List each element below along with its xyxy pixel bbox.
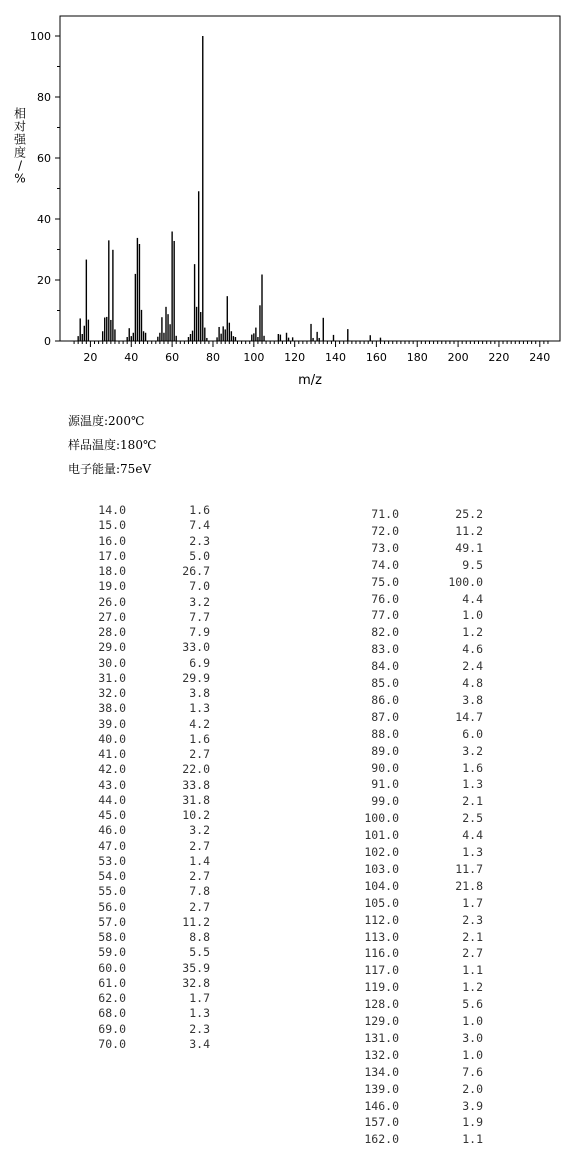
x-tick-label: 100 — [243, 351, 265, 364]
mz-value: 131.0 — [364, 1030, 399, 1045]
intensity-value: 4.8 — [462, 676, 483, 690]
intensity-value: 100.0 — [448, 574, 483, 589]
intensity-value: 2.1 — [462, 794, 483, 809]
mz-value: 38.0 — [98, 701, 126, 716]
intensity-value: 2.7 — [189, 838, 210, 853]
mz-value: 103.0 — [364, 861, 399, 876]
mz-value: 72.0 — [371, 523, 399, 538]
intensity-value: 1.7 — [189, 991, 210, 1005]
mz-value: 14.0 — [98, 503, 126, 517]
mz-value: 69.0 — [98, 1021, 126, 1036]
x-tick-label: 140 — [325, 351, 347, 364]
intensity-value: 11.7 — [455, 861, 483, 876]
mz-value: 42.0 — [98, 762, 126, 777]
intensity-value: 5.5 — [189, 945, 210, 960]
intensity-value: 1.2 — [462, 980, 483, 995]
intensity-value: 11.2 — [455, 523, 483, 538]
mz-value: 116.0 — [364, 946, 399, 961]
intensity-value: 7.0 — [189, 579, 210, 594]
intensity-value: 29.9 — [182, 670, 210, 685]
intensity-value: 1.3 — [189, 1006, 210, 1021]
x-tick-label: 120 — [284, 351, 306, 364]
intensity-value: 2.3 — [189, 1021, 210, 1036]
mz-value: 29.0 — [98, 640, 126, 655]
intensity-value: 5.0 — [189, 548, 210, 563]
mz-value: 99.0 — [371, 794, 399, 809]
intensity-value: 10.2 — [182, 808, 210, 822]
intensity-value: 2.3 — [189, 533, 210, 548]
mz-value: 101.0 — [364, 828, 399, 843]
intensity-value: 3.2 — [462, 743, 483, 758]
mz-value: 82.0 — [371, 625, 399, 640]
intensity-value: 3.2 — [189, 594, 210, 609]
intensity-value: 1.3 — [462, 777, 483, 792]
mz-value: 53.0 — [98, 853, 126, 868]
sample-temperature: 样品温度:180℃ — [68, 438, 157, 452]
mz-value: 100.0 — [364, 811, 399, 826]
mz-value: 17.0 — [98, 548, 126, 563]
x-tick-label: 220 — [488, 351, 510, 364]
mz-value: 32.0 — [98, 686, 126, 700]
intensity-value: 7.9 — [189, 625, 210, 639]
intensity-value: 25.2 — [455, 507, 483, 521]
conditions-block — [68, 413, 156, 485]
intensity-value: 1.6 — [189, 731, 210, 746]
intensity-value: 33.8 — [182, 777, 210, 792]
intensity-value: 1.4 — [189, 853, 210, 868]
mz-value: 112.0 — [364, 912, 399, 927]
intensity-value: 2.7 — [189, 899, 210, 914]
mz-value: 91.0 — [371, 777, 399, 792]
intensity-value: 7.8 — [189, 884, 210, 899]
mz-value: 88.0 — [371, 726, 399, 741]
intensity-value: 5.6 — [462, 997, 483, 1012]
y-tick-label: 0 — [44, 335, 51, 348]
mz-value: 157.0 — [364, 1115, 399, 1130]
intensity-value: 8.8 — [189, 930, 210, 944]
intensity-value: 2.0 — [462, 1081, 483, 1096]
mz-value: 56.0 — [98, 899, 126, 914]
y-axis — [30, 30, 60, 348]
mz-value: 59.0 — [98, 945, 126, 960]
x-tick-label: 240 — [529, 351, 551, 364]
intensity-value: 4.4 — [462, 591, 483, 606]
mz-value: 146.0 — [364, 1098, 399, 1113]
mz-value: 83.0 — [371, 642, 399, 657]
mz-value: 73.0 — [371, 540, 399, 555]
mz-value: 89.0 — [371, 743, 399, 758]
mz-value: 46.0 — [98, 823, 126, 838]
mz-value: 15.0 — [98, 518, 126, 533]
mz-value: 113.0 — [364, 929, 399, 944]
mz-value: 70.0 — [98, 1036, 126, 1051]
y-axis-label: 相对强度/ % — [13, 106, 27, 186]
mz-value: 61.0 — [98, 975, 126, 990]
mz-value: 55.0 — [98, 884, 126, 899]
x-tick-label: 20 — [83, 351, 98, 364]
mz-value: 28.0 — [98, 625, 126, 639]
mz-value: 102.0 — [364, 845, 399, 859]
mz-value: 18.0 — [98, 564, 126, 578]
x-tick-label: 60 — [165, 351, 180, 364]
spectrum-peaks — [78, 36, 380, 341]
mz-value: 47.0 — [98, 838, 126, 853]
mz-value: 105.0 — [364, 895, 399, 910]
intensity-value: 7.7 — [189, 609, 210, 624]
mass-spectrum-chart — [0, 0, 570, 400]
y-tick-label: 80 — [37, 91, 51, 104]
intensity-value: 9.5 — [462, 557, 483, 572]
intensity-value: 32.8 — [182, 975, 210, 990]
mz-value: 58.0 — [98, 930, 126, 944]
intensity-value: 3.2 — [189, 823, 210, 838]
intensity-value: 31.8 — [182, 792, 210, 807]
intensity-value: 1.6 — [189, 503, 210, 517]
mz-value: 54.0 — [98, 869, 126, 883]
intensity-value: 3.4 — [189, 1036, 210, 1051]
intensity-value: 35.9 — [182, 960, 210, 975]
mz-value: 76.0 — [371, 591, 399, 606]
intensity-value: 6.9 — [189, 655, 210, 670]
source-temperature: 源温度:200℃ — [68, 414, 145, 428]
mz-value: 26.0 — [98, 594, 126, 609]
intensity-value: 1.3 — [189, 701, 210, 716]
intensity-value: 1.7 — [462, 895, 483, 910]
intensity-value: 49.1 — [455, 540, 483, 555]
mz-value: 128.0 — [364, 997, 399, 1012]
intensity-value: 2.7 — [189, 747, 210, 761]
mz-value: 129.0 — [364, 1014, 399, 1028]
electron-energy: 电子能量:75eV — [68, 462, 152, 476]
y-tick-label: 20 — [37, 274, 51, 287]
x-axis — [74, 341, 550, 364]
mz-value: 19.0 — [98, 579, 126, 594]
intensity-value: 3.0 — [462, 1030, 483, 1045]
mz-value: 86.0 — [371, 692, 399, 707]
intensity-value: 3.9 — [462, 1098, 483, 1113]
mz-value: 39.0 — [98, 716, 126, 731]
intensity-value: 2.5 — [462, 811, 483, 826]
mz-value: 41.0 — [98, 747, 126, 761]
mz-value: 44.0 — [98, 792, 126, 807]
mz-value: 74.0 — [371, 557, 399, 572]
intensity-value: 4.2 — [189, 716, 210, 731]
mz-value: 40.0 — [98, 731, 126, 746]
mz-value: 87.0 — [371, 709, 399, 724]
x-tick-label: 80 — [205, 351, 220, 364]
mz-value: 104.0 — [364, 878, 399, 893]
intensity-value: 2.7 — [462, 946, 483, 961]
intensity-value: 1.2 — [462, 625, 483, 640]
intensity-value: 4.6 — [462, 642, 483, 657]
intensity-value: 1.0 — [462, 1047, 483, 1062]
mz-value: 71.0 — [371, 507, 399, 521]
intensity-value: 26.7 — [182, 564, 210, 578]
intensity-value: 3.8 — [462, 692, 483, 707]
mz-value: 16.0 — [98, 533, 126, 548]
intensity-value: 1.1 — [462, 1132, 483, 1147]
intensity-value: 2.4 — [462, 659, 483, 674]
intensity-value: 21.8 — [455, 878, 483, 893]
mz-value: 45.0 — [98, 808, 126, 822]
intensity-value: 14.7 — [455, 709, 483, 724]
intensity-value: 1.1 — [462, 963, 483, 978]
intensity-value: 4.4 — [462, 828, 483, 843]
mz-value: 75.0 — [371, 574, 399, 589]
mz-value: 117.0 — [364, 963, 399, 978]
intensity-value: 2.1 — [462, 929, 483, 944]
x-tick-label: 200 — [447, 351, 469, 364]
mz-value: 27.0 — [98, 609, 126, 624]
mz-value: 77.0 — [371, 608, 399, 623]
intensity-value: 22.0 — [182, 762, 210, 777]
intensity-value: 1.6 — [462, 760, 483, 775]
intensity-value: 1.9 — [462, 1115, 483, 1130]
mz-value: 57.0 — [98, 914, 126, 929]
intensity-value: 3.8 — [189, 686, 210, 700]
mz-value: 119.0 — [364, 980, 399, 995]
x-axis-label: m/z — [298, 373, 322, 388]
intensity-value: 1.3 — [462, 845, 483, 859]
intensity-value: 33.0 — [182, 640, 210, 655]
intensity-value: 7.6 — [462, 1064, 483, 1079]
mz-value: 139.0 — [364, 1081, 399, 1096]
intensity-value: 1.0 — [462, 608, 483, 623]
mz-value: 31.0 — [98, 670, 126, 685]
mz-value: 90.0 — [371, 760, 399, 775]
y-tick-label: 40 — [37, 213, 51, 226]
intensity-value: 1.0 — [462, 1014, 483, 1028]
mz-value: 43.0 — [98, 777, 126, 792]
mz-value: 134.0 — [364, 1064, 399, 1079]
mz-value: 84.0 — [371, 659, 399, 674]
intensity-value: 6.0 — [462, 726, 483, 741]
mz-value: 62.0 — [98, 991, 126, 1005]
x-tick-label: 180 — [406, 351, 428, 364]
x-tick-label: 160 — [365, 351, 387, 364]
y-tick-label: 60 — [37, 152, 51, 165]
y-tick-label: 100 — [30, 30, 51, 43]
mz-value: 60.0 — [98, 960, 126, 975]
mz-value: 132.0 — [364, 1047, 399, 1062]
intensity-value: 2.3 — [462, 912, 483, 927]
mz-value: 30.0 — [98, 655, 126, 670]
intensity-value: 11.2 — [182, 914, 210, 929]
mz-value: 68.0 — [98, 1006, 126, 1021]
intensity-value: 7.4 — [189, 518, 210, 533]
mz-value: 85.0 — [371, 676, 399, 690]
x-tick-label: 40 — [124, 351, 139, 364]
intensity-value: 2.7 — [189, 869, 210, 883]
mz-value: 162.0 — [364, 1132, 399, 1147]
